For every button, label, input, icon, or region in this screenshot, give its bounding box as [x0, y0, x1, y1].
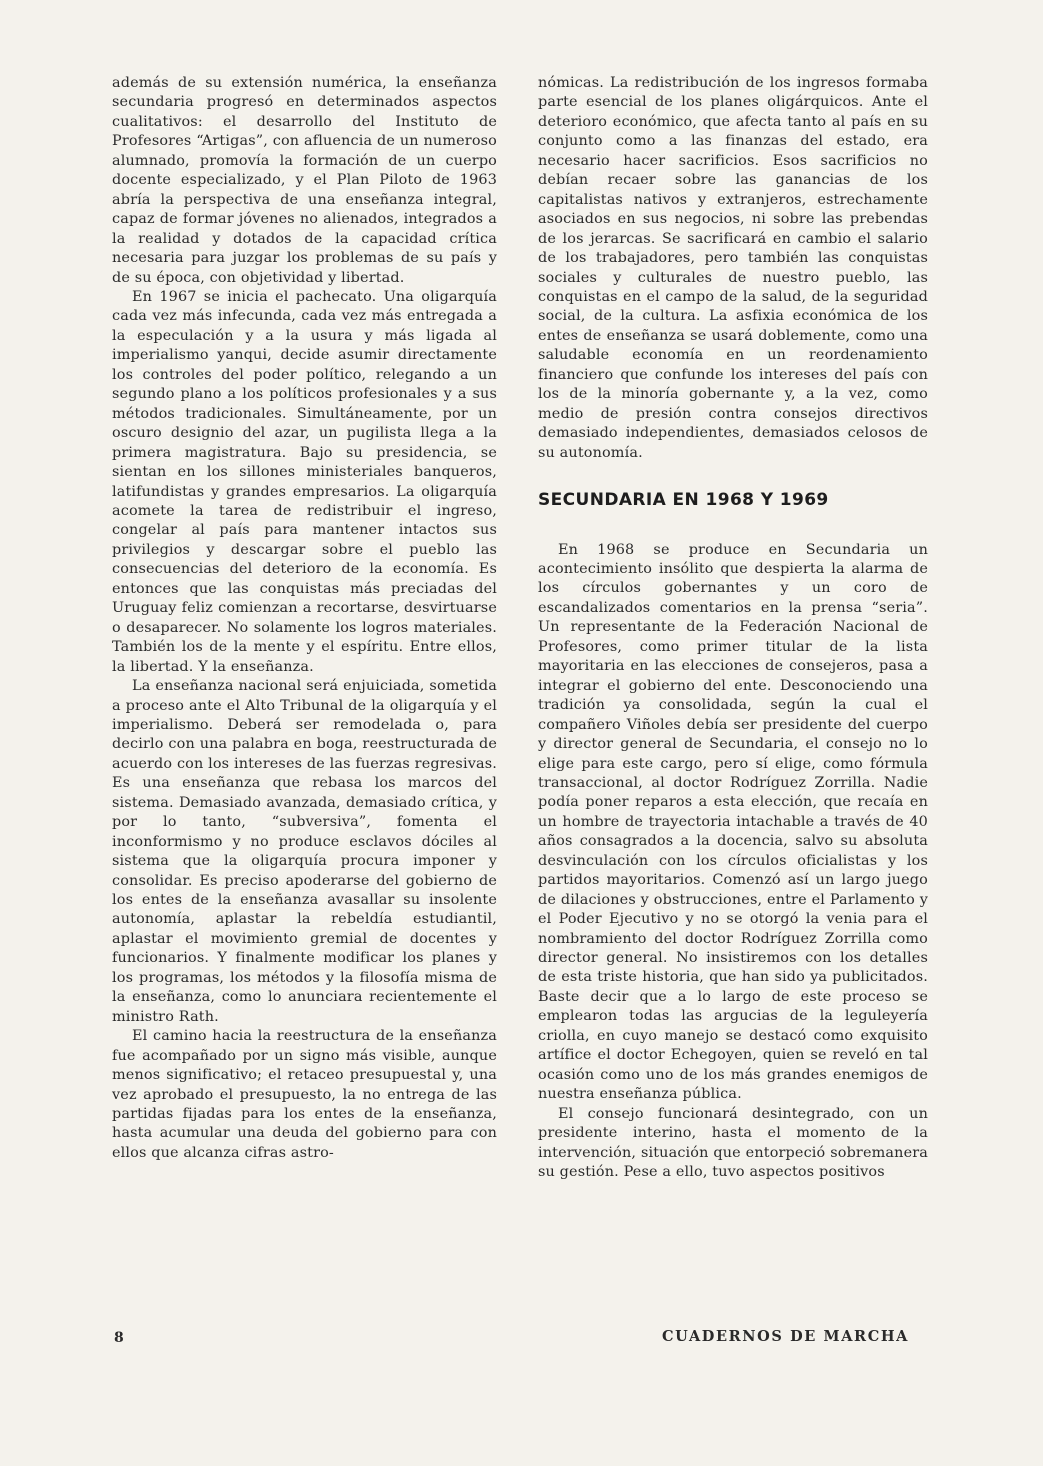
left-column — [112, 74, 497, 1163]
page-number: 8 — [114, 1330, 124, 1346]
paragraph: En 1967 se inicia el pachecato. Una oligarquía cada vez más infecunda, cada vez más entregada a la especulación y a la usura y más ligada al imperialismo yanqui, decide asumir directamente los controles del poder político, relegando a un segundo plano a los políticos profesionales y a sus métodos tradicionales. Simultáneamente, por un oscuro designio del azar, un pugilista llega a la primera magistratura. Bajo su presidencia, se sientan en los sillones ministeriales banqueros, latifundistas y grandes empresarios. La oligarquía acomete la tarea de redistribuir el ingreso, congelar al país para mantener intactos sus privilegios y descargar sobre el pueblo las consecuencias del deterioro de la economía. Es entonces que las conquistas más preciadas del Uruguay feliz comienzan a recortarse, desvirtuarse o desaparecer. No solamente los logros materiales. También los de la mente y el espíritu. Entre ellos, la libertad. Y la enseñanza. — [112, 288, 497, 675]
paragraph: además de su extensión numérica, la enseñanza secundaria progresó en determinados aspectos cualitativos: el desarrollo del Instituto de Profesores “Artigas”, con afluencia de un numeroso alumnado, promovía la formación de un cuerpo docente especializado, y el Plan Piloto de 1963 abría la perspectiva de una enseñanza integral, capaz de formar jóvenes no alienados, integrados a la realidad y dotados de la capacidad crítica necesaria para juzgar los problemas de su país y de su época, con objetividad y libertad. — [112, 75, 497, 286]
section-heading: SECUNDARIA EN 1968 Y 1969 — [538, 490, 829, 511]
paragraph: El camino hacia la reestructura de la enseñanza fue acompañado por un signo más visible, aunque menos significativo; el retaceo presupuestal y, una vez aprobado el presupuesto, la no entrega de las partidas fijadas para los entes de la enseñanza, hasta acumular una deuda del gobierno para con ellos que alcanza cifras astro- — [112, 1028, 497, 1161]
paragraph: La enseñanza nacional será enjuiciada, sometida a proceso ante el Alto Tribunal de la oligarquía y el imperialismo. Deberá ser remodelada o, para decirlo con una palabra en boga, reestructurada de acuerdo con los intereses de las fuerzas regresivas. Es una enseñanza que rebasa los marcos del sistema. Demasiado avanzada, demasiado crítica, y por lo tanto, “subversiva”, fomenta el inconformismo y no produce esclavos dóciles al sistema que la oligarquía procura imponer y consolidar. Es preciso apoderarse del gobierno de los entes de la enseñanza avasallar su insolente autonomía, aplastar la rebeldía estudiantil, aplastar el movimiento gremial de docentes y funcionarios. Y finalmente modificar los planes y los programas, los métodos y la filosofía misma de la enseñanza, como lo anunciara recientemente el ministro Rath. — [112, 678, 497, 1025]
paragraph: En 1968 se produce en Secundaria un acontecimiento insólito que despierta la alarma de los círculos gobernantes y un coro de escandalizados comentarios en la prensa “seria”. Un representante de la Federación Nacional de Profesores, como primer titular de la lista mayoritaria en las elecciones de consejeros, pasa a integrar el gobierno del ente. Desconociendo una tradición ya consolidada, según la cual el compañero Viñoles debía ser presidente del cuerpo y director general de Secundaria, el consejo no lo elige para este cargo, pero sí elige, como fórmula transaccional, al doctor Rodríguez Zorrilla. Nadie podía poner reparos a esta elección, que recaía en un hombre de trayectoria intachable a través de 40 años consagrados a la docencia, salvo su absoluta desvinculación con los círculos oficialistas y los partidos mayoritarios. Comenzó así un largo juego de dilaciones y obstrucciones, entre el Parlamento y el Poder Ejecutivo y no se otorgó la venia para el nombramiento del doctor Rodríguez Zorrilla como director general. No insistiremos con los detalles de esta triste historia, que han sido ya publicitados. Baste decir que a lo largo de este proceso se emplearon todas las argucias de la leguleyería criolla, en cuyo manejo se destacó como exquisito artífice el doctor Echegoyen, quien se reveló en tal ocasión como uno de los más grandes enemigos de nuestra enseñanza pública. — [538, 541, 928, 1103]
right-column — [538, 74, 928, 1182]
publication-footer: CUADERNOS DE MARCHA — [662, 1328, 909, 1345]
paragraph: El consejo funcionará desintegrado, con un presidente interino, hasta el momento de la intervención, situación que entorpeció sobremanera su gestión. Pese a ello, tuvo aspectos positivos — [538, 1105, 928, 1181]
paragraph: nómicas. La redistribución de los ingresos formaba parte esencial de los planes oligárquicos. Ante el deterioro económico, que afecta tanto al país en su conjunto como a las finanzas del estado, era necesario hacer sacrificios. Esos sacrificios no debían recaer sobre las ganancias de los capitalistas nativos y extranjeros, estrechamente asociados en sus negocios, ni sobre las prebendas de los jerarcas. Se sacrificará en cambio el salario de los trabajadores, pero también las conquistas sociales y culturales de nuestro pueblo, las conquistas en el campo de la salud, de la seguridad social, de la cultura. La asfixia económica de los entes de enseñanza se usará doblemente, como una saludable economía en un reordenamiento financiero que confunde los intereses del país con los de la minoría gobernante y, a la vez, como medio de presión contra consejos directivos demasiado independientes, demasiados celosos de su autonomía. — [538, 75, 928, 461]
